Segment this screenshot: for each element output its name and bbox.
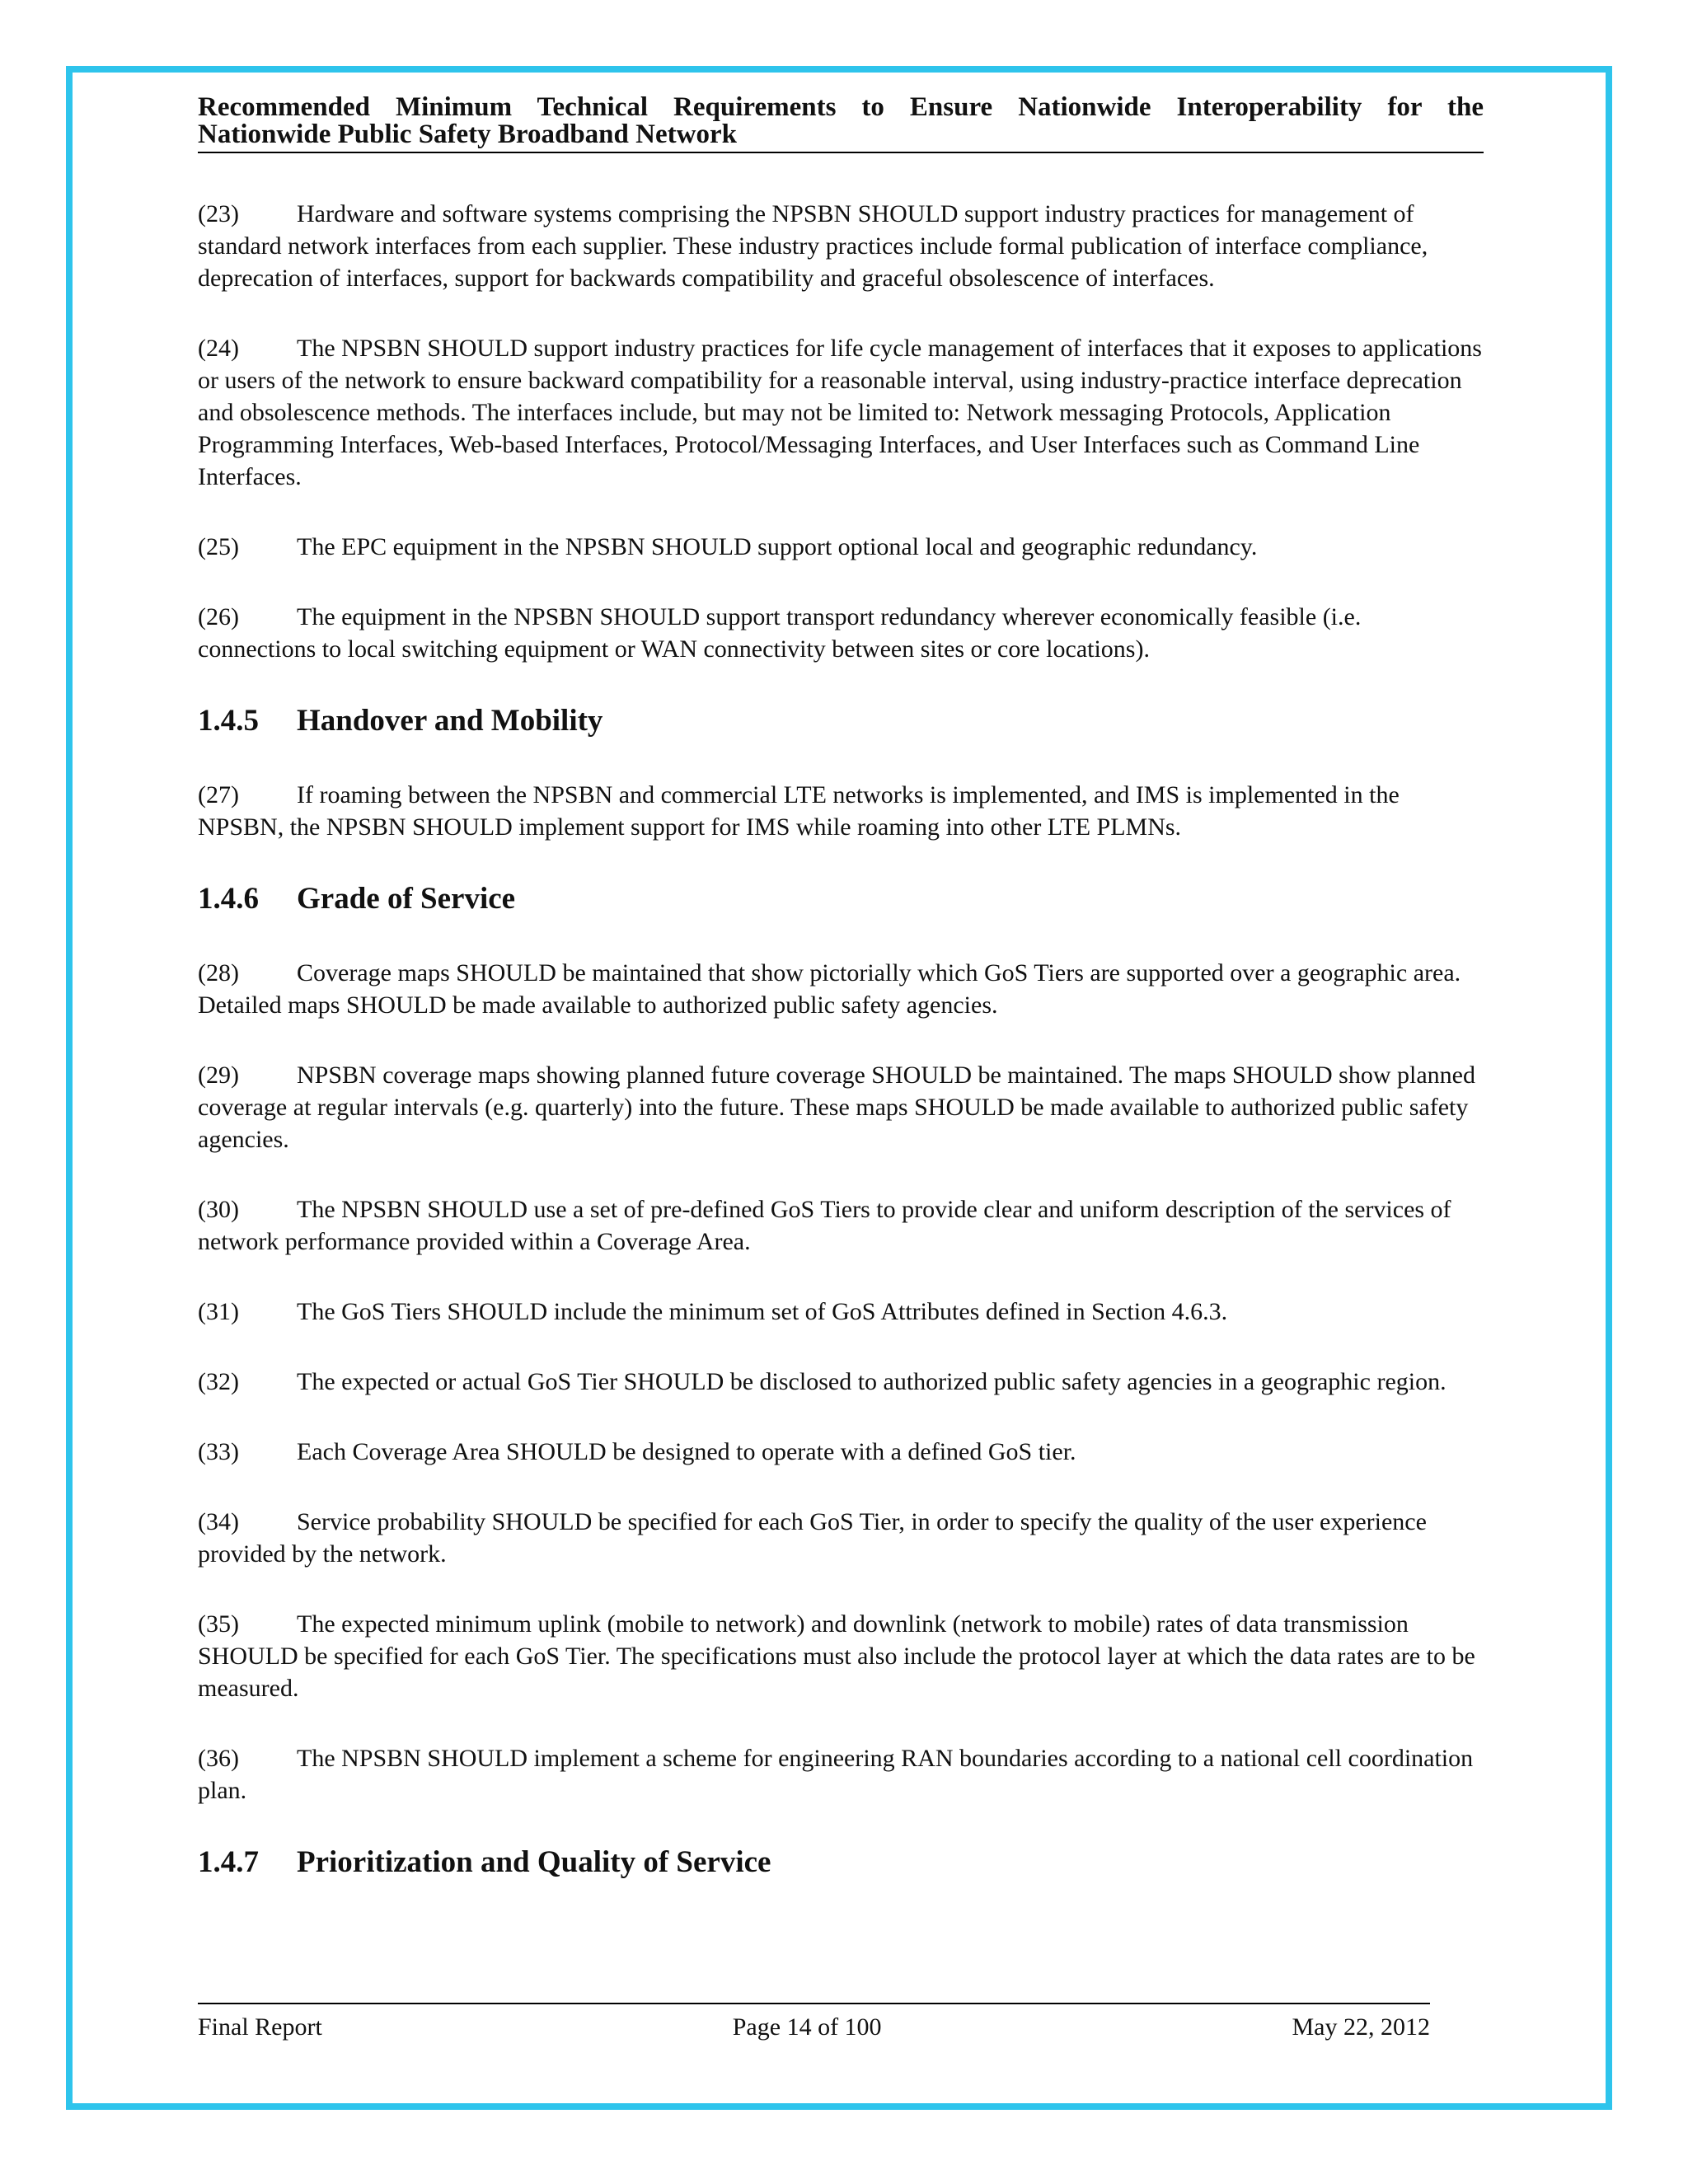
section-title: Prioritization and Quality of Service <box>297 1845 771 1879</box>
requirement-text: The expected minimum uplink (mobile to network) and downlink (network to mobile) rates of data transmission SHOULD be specified for each GoS Tier. The specifications must also include the protocol layer at which the data rates are to be measured. <box>198 1610 1475 1702</box>
requirement-text: The equipment in the NPSBN SHOULD support transport redundancy wherever economically feasible (i.e. connections to local switching equipment or WAN connectivity between sites or core locations). <box>198 603 1362 663</box>
section-heading-1-4-5 <box>198 703 1484 739</box>
section-number: 1.4.6 <box>198 882 259 916</box>
requirement-33 <box>198 1436 1484 1468</box>
requirement-31 <box>198 1296 1484 1328</box>
requirement-number: (34) <box>198 1508 239 1535</box>
header-title-line2: Nationwide Public Safety Broadband Network <box>198 120 737 149</box>
requirement-number: (31) <box>198 1298 239 1325</box>
section-heading-1-4-6 <box>198 881 1484 917</box>
requirement-number: (23) <box>198 200 239 227</box>
section-title: Handover and Mobility <box>297 704 603 738</box>
requirement-text: The GoS Tiers SHOULD include the minimum set of GoS Attributes defined in Section 4.6.3. <box>297 1298 1228 1325</box>
requirement-28 <box>198 957 1484 1021</box>
requirement-text: Each Coverage Area SHOULD be designed to operate with a defined GoS tier. <box>297 1438 1076 1465</box>
requirement-text: The expected or actual GoS Tier SHOULD be disclosed to authorized public safety agencies in a geographic region. <box>297 1368 1447 1395</box>
footer-date: May 22, 2012 <box>1292 2013 1430 2041</box>
document-body <box>198 198 1484 1920</box>
header-title-line1: Recommended Minimum Technical Requirements to Ensure Nationwide Interoperability for the <box>198 92 1484 122</box>
requirement-text: NPSBN coverage maps showing planned future coverage SHOULD be maintained. The maps SHOULD show planned coverage at regular intervals (e.g. quarterly) into the future. These maps SHOULD be made available to authorized public safety agencies. <box>198 1062 1475 1153</box>
requirement-number: (33) <box>198 1438 239 1465</box>
requirement-26 <box>198 601 1484 665</box>
requirement-text: Coverage maps SHOULD be maintained that show pictorially which GoS Tiers are supported over a geographic area. Detailed maps SHOULD be made available to authorized public safety agencies. <box>198 959 1461 1019</box>
footer-report-label: Final Report <box>198 2013 322 2041</box>
requirement-text: If roaming between the NPSBN and commercial LTE networks is implemented, and IMS is implemented in the NPSBN, the NPSBN SHOULD implement support for IMS while roaming into other LTE PLMNs. <box>198 781 1400 841</box>
requirement-text: The NPSBN SHOULD implement a scheme for engineering RAN boundaries according to a national cell coordination plan. <box>198 1745 1474 1804</box>
requirement-23 <box>198 198 1484 294</box>
requirement-number: (36) <box>198 1745 239 1772</box>
requirement-24 <box>198 332 1484 493</box>
requirement-27 <box>198 779 1484 843</box>
requirement-32 <box>198 1366 1484 1398</box>
requirement-number: (25) <box>198 533 239 560</box>
footer-page-number: Page 14 of 100 <box>732 2013 882 2041</box>
requirement-text: Hardware and software systems comprising the NPSBN SHOULD support industry practices for management of standard network interfaces from each supplier. These industry practices include formal publication of interface compliance, deprecation of interfaces, support for backwards compatibility and graceful obsolescence of interfaces. <box>198 200 1428 292</box>
requirement-number: (29) <box>198 1062 239 1089</box>
document-header <box>198 94 1484 153</box>
section-number: 1.4.5 <box>198 704 259 738</box>
section-title: Grade of Service <box>297 882 516 916</box>
section-number: 1.4.7 <box>198 1845 259 1879</box>
requirement-number: (26) <box>198 603 239 630</box>
section-heading-1-4-7 <box>198 1844 1484 1881</box>
requirement-text: Service probability SHOULD be specified for each GoS Tier, in order to specify the quality of the user experience provided by the network. <box>198 1508 1427 1568</box>
requirement-30 <box>198 1193 1484 1258</box>
requirement-number: (30) <box>198 1196 239 1223</box>
requirement-number: (32) <box>198 1368 239 1395</box>
requirement-34 <box>198 1506 1484 1570</box>
requirement-25 <box>198 531 1484 563</box>
requirement-number: (35) <box>198 1610 239 1638</box>
requirement-text: The NPSBN SHOULD support industry practices for life cycle management of interfaces that it exposes to applications or users of the network to ensure backward compatibility for a reasonable interval, using industry-practice interface deprecation and obsolescence methods. The interfaces include, but may not be limited to: Network messaging Protocols, Application Programming Interfaces, Web-based Interfaces, Protocol/Messaging Interfaces, and User Interfaces such as Command Line Interfaces. <box>198 335 1482 490</box>
requirement-35 <box>198 1608 1484 1704</box>
requirement-text: The EPC equipment in the NPSBN SHOULD support optional local and geographic redundancy. <box>297 533 1258 560</box>
requirement-number: (28) <box>198 959 239 987</box>
document-footer <box>198 2003 1430 2042</box>
requirement-29 <box>198 1059 1484 1155</box>
requirement-text: The NPSBN SHOULD use a set of pre-defined GoS Tiers to provide clear and uniform description of the services of network performance provided within a Coverage Area. <box>198 1196 1451 1255</box>
requirement-36 <box>198 1742 1484 1807</box>
requirement-number: (24) <box>198 335 239 362</box>
requirement-number: (27) <box>198 781 239 808</box>
